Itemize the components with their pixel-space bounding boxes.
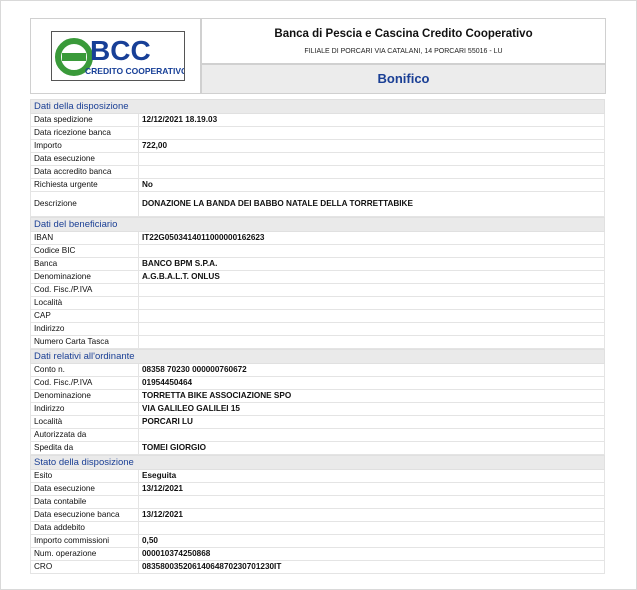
field-value: 13/12/2021 <box>142 510 183 519</box>
field-value <box>139 297 604 309</box>
field-label: Indirizzo <box>31 323 139 335</box>
table-row <box>30 522 605 535</box>
table-row <box>30 470 605 483</box>
table-row <box>30 271 605 284</box>
field-label: Data ricezione banca <box>31 127 139 139</box>
table-row <box>30 496 605 509</box>
field-value: A.G.B.A.L.T. ONLUS <box>142 272 220 281</box>
field-label: Data esecuzione banca <box>31 509 139 521</box>
table-row <box>30 429 605 442</box>
table-row <box>30 535 605 548</box>
field-label: Cod. Fisc./P.IVA <box>31 284 139 296</box>
field-label: Denominazione <box>31 390 139 402</box>
disposition-details <box>30 99 605 574</box>
field-label: CAP <box>31 310 139 322</box>
branch-address: FILIALE DI PORCARI VIA CATALANI, 14 PORCARI 55016 - LU <box>304 48 503 55</box>
field-value: 12/12/2021 18.19.03 <box>142 115 218 124</box>
field-label: Numero Carta Tasca <box>31 336 139 348</box>
field-label: Cod. Fisc./P.IVA <box>31 377 139 389</box>
table-row <box>30 258 605 271</box>
section-header: Dati del beneficiario <box>30 217 605 232</box>
logo-green-bar <box>62 53 86 61</box>
table-row <box>30 153 605 166</box>
field-label: Data spedizione <box>31 114 139 126</box>
field-value: No <box>142 180 153 189</box>
field-value <box>139 429 604 441</box>
field-value: 0,50 <box>142 536 158 545</box>
logo-main-text: BCC <box>90 35 151 66</box>
field-value <box>139 310 604 322</box>
field-label: Denominazione <box>31 271 139 283</box>
table-row <box>30 114 605 127</box>
table-row <box>30 377 605 390</box>
document-title: Bonifico <box>377 71 430 86</box>
table-row <box>30 416 605 429</box>
bcc-logo <box>51 31 185 81</box>
field-value: 13/12/2021 <box>142 484 183 493</box>
field-label: Esito <box>31 470 139 482</box>
bank-name: Banca di Pescia e Cascina Credito Cooperativo <box>274 28 533 40</box>
field-value: VIA GALILEO GALILEI 15 <box>142 404 240 413</box>
table-row <box>30 390 605 403</box>
table-row <box>30 561 605 574</box>
field-value: DONAZIONE LA BANDA DEI BABBO NATALE DELLA TORRETTABIKE <box>142 199 413 208</box>
document-header <box>30 18 605 94</box>
field-label: Data addebito <box>31 522 139 534</box>
field-label: Descrizione <box>31 192 139 216</box>
field-value: 01954450464 <box>142 378 193 387</box>
table-row <box>30 140 605 153</box>
field-label: Località <box>31 297 139 309</box>
bcc-logo-graphic <box>52 32 184 80</box>
field-label: Spedita da <box>31 442 139 454</box>
table-row <box>30 336 605 349</box>
table-row <box>30 245 605 258</box>
field-label: CRO <box>31 561 139 573</box>
field-value: 08358 70230 000000760672 <box>142 365 247 374</box>
field-label: Conto n. <box>31 364 139 376</box>
field-value: IT22G0503414011000000162623 <box>142 233 265 242</box>
table-row <box>30 364 605 377</box>
field-value: Eseguita <box>142 471 177 480</box>
field-value: BANCO BPM S.P.A. <box>142 259 218 268</box>
field-value <box>139 336 604 348</box>
table-row <box>30 284 605 297</box>
field-value: PORCARI LU <box>142 417 193 426</box>
field-value <box>139 166 604 178</box>
logo-cell <box>30 18 201 94</box>
table-row <box>30 310 605 323</box>
field-label: Num. operazione <box>31 548 139 560</box>
table-row <box>30 442 605 455</box>
field-label: Importo <box>31 140 139 152</box>
field-label: Indirizzo <box>31 403 139 415</box>
section-header: Dati relativi all'ordinante <box>30 349 605 364</box>
section-header: Dati della disposizione <box>30 99 605 114</box>
table-row <box>30 192 605 217</box>
field-label: IBAN <box>31 232 139 244</box>
table-row <box>30 483 605 496</box>
table-row <box>30 179 605 192</box>
field-value: TORRETTA BIKE ASSOCIAZIONE SPO <box>142 391 292 400</box>
document-title-cell <box>201 64 606 94</box>
field-label: Autorizzata da <box>31 429 139 441</box>
table-row <box>30 127 605 140</box>
table-row <box>30 403 605 416</box>
field-value <box>139 522 604 534</box>
field-label: Data contabile <box>31 496 139 508</box>
field-label: Codice BIC <box>31 245 139 257</box>
table-row <box>30 232 605 245</box>
table-row <box>30 323 605 336</box>
table-row <box>30 297 605 310</box>
field-value <box>139 127 604 139</box>
logo-sub-text: CREDITO COOPERATIVO <box>85 66 184 76</box>
field-label: Data esecuzione <box>31 483 139 495</box>
field-value: TOMEI GIORGIO <box>142 443 206 452</box>
field-label: Banca <box>31 258 139 270</box>
field-value <box>139 496 604 508</box>
field-value <box>139 245 604 257</box>
field-label: Importo commissioni <box>31 535 139 547</box>
section-header: Stato della disposizione <box>30 455 605 470</box>
field-value: 000010374250868 <box>142 549 211 558</box>
table-row <box>30 166 605 179</box>
field-label: Data accredito banca <box>31 166 139 178</box>
bank-info-cell <box>201 18 606 64</box>
field-label: Richiesta urgente <box>31 179 139 191</box>
field-value: 722,00 <box>142 141 168 150</box>
field-value <box>139 153 604 165</box>
table-row <box>30 509 605 522</box>
field-value <box>139 323 604 335</box>
field-value: 08358003520614064870230701230IT <box>142 562 282 571</box>
field-value <box>139 284 604 296</box>
field-label: Località <box>31 416 139 428</box>
field-label: Data esecuzione <box>31 153 139 165</box>
table-row <box>30 548 605 561</box>
